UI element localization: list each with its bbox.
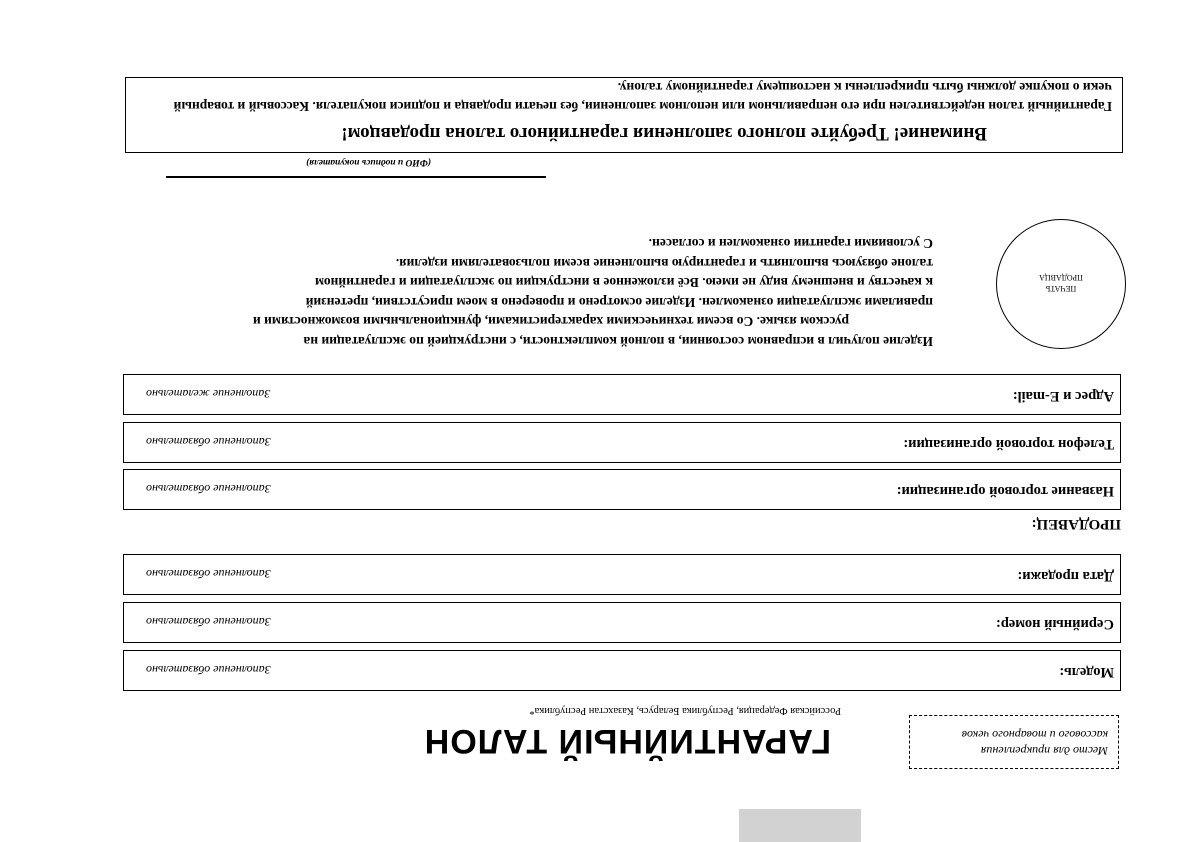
- agreement-line: Изделие получил в исправном состоянии, в полной комплектности, с инструкцией по эксплуатации на: [303, 334, 933, 349]
- seller-heading: ПРОДАВЕЦ:: [1031, 516, 1121, 532]
- field-address-email[interactable]: [123, 374, 1121, 415]
- agreement-line: правилами эксплуатации ознакомлен. Изделие осмотрено и проверено в моем присутствии, претензий: [305, 295, 933, 310]
- field-label: Адрес и E-mail:: [1012, 388, 1114, 404]
- stamp-text-line1: ПЕЧАТЬ: [1045, 284, 1077, 293]
- field-hint: Заполнение обязательно: [146, 567, 271, 581]
- page-title: ГАРАНТИЙНЫЙ ТАЛОН: [423, 722, 831, 760]
- field-hint: Заполнение обязательно: [146, 482, 271, 496]
- warning-box: [125, 77, 1123, 153]
- field-hint: Заполнение обязательно: [146, 615, 271, 629]
- warning-text: Гарантийный талон недействителен при его неправильном или неполном заполнении, без печати продавца и подписи покупателя. Кассовый и товарный чеки о покупке должны быть прикреплены к настоящему гарантийному талону.: [173, 80, 1112, 114]
- agreement-line: С условиями гарантии ознакомлен и согласен.: [648, 236, 933, 252]
- field-serial-number[interactable]: [123, 602, 1121, 643]
- field-label: Дата продажи:: [1017, 568, 1114, 584]
- field-hint: Заполнение желательно: [146, 387, 271, 401]
- field-hint: Заполнение обязательно: [146, 435, 271, 449]
- field-hint: Заполнение обязательно: [146, 663, 271, 677]
- field-sale-date[interactable]: [123, 554, 1121, 595]
- agreement-line: к качеству и внешнему виду не имею. Всё изложенное в инструкции по эксплуатации и гарантийном: [314, 275, 933, 291]
- field-label: Название торговой организации:: [896, 483, 1114, 499]
- receipt-box-line1: Место для прикрепления: [980, 744, 1108, 758]
- agreement-line: русском языке. Со всеми техническими характеристиками, функциональными возможностями и: [252, 314, 849, 330]
- buyer-signature-line[interactable]: [166, 176, 546, 178]
- page-subtitle: Российская Федерация, Республика Беларусь, Казахстан Республика*: [529, 705, 841, 716]
- signature-caption: (ФИО и подпись покупателя): [306, 157, 431, 167]
- field-label: Серийный номер:: [995, 616, 1114, 632]
- gray-tab-decoration: [739, 809, 861, 842]
- seller-stamp-area: [996, 219, 1126, 349]
- field-label: Модель:: [1059, 664, 1114, 680]
- field-label: Телефон торговой организации:: [903, 436, 1114, 452]
- warning-title: Внимание! Требуйте полного заполнения гарантийного талона продавцом!: [341, 123, 987, 144]
- agreement-line: талоне обязуюсь выполнять и гарантирую выполнение всеми пользователями изделия.: [395, 256, 933, 271]
- receipt-box-line2: кассового и товарного чеков: [961, 728, 1108, 742]
- buyer-agreement-text: [121, 234, 933, 351]
- receipt-attachment-area: [909, 715, 1119, 769]
- field-store-phone[interactable]: [123, 422, 1121, 463]
- field-model[interactable]: [123, 650, 1121, 691]
- field-store-name[interactable]: [123, 469, 1121, 510]
- stamp-text-line2: ПРОДАВЦА: [1039, 273, 1083, 282]
